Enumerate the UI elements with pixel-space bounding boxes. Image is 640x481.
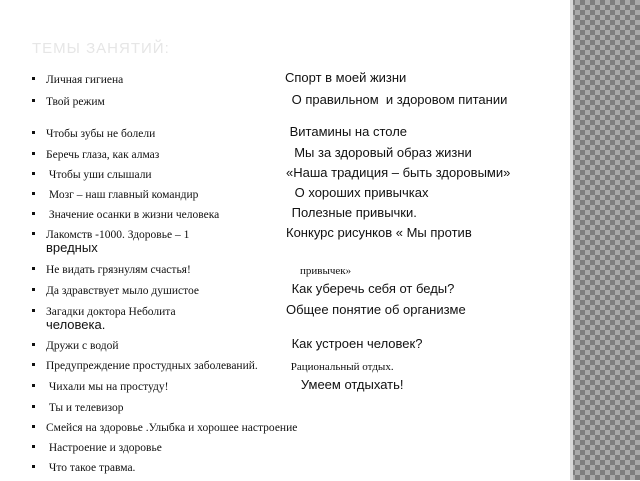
list-item xyxy=(0,377,570,400)
topic-left: Чтобы уши слышали xyxy=(46,169,152,181)
bullet-icon xyxy=(32,363,35,366)
list-item xyxy=(0,461,570,481)
bullet-icon xyxy=(32,405,35,408)
topic-right: «Наша традиция – быть здоровыми» xyxy=(286,165,511,180)
topic-left: Ты и телевизор xyxy=(46,402,124,414)
list-item xyxy=(0,92,570,115)
bullet-icon xyxy=(32,384,35,387)
topic-left: Беречь глаза, как алмаз xyxy=(46,149,160,161)
topic-left: Не видать грязнулям счастья! xyxy=(46,264,191,276)
bullet-icon xyxy=(32,267,35,270)
topic-left: Личная гигиена xyxy=(46,74,124,86)
bullet-icon xyxy=(32,172,35,175)
list-item xyxy=(0,124,570,147)
topic-right: Полезные привычки. xyxy=(288,205,417,220)
topic-left: Смейся на здоровье .Улыбка и хорошее настроение xyxy=(46,422,298,434)
list-item xyxy=(0,441,570,461)
topic-left: Дружи с водой xyxy=(46,340,119,352)
bullet-icon xyxy=(32,77,35,80)
topic-left: Загадки доктора Неболита xyxy=(46,306,176,318)
topic-left: Значение осанки в жизни человека xyxy=(46,209,220,221)
list-item xyxy=(0,205,570,228)
bullet-icon xyxy=(32,212,35,215)
list-item xyxy=(0,336,570,359)
list-item xyxy=(0,165,570,188)
topic-right: Как устроен человек? xyxy=(288,336,423,351)
bullet-icon xyxy=(32,465,35,468)
topic-right: Рациональный отдых. xyxy=(288,361,394,373)
topic-right: Как уберечь себя от беды? xyxy=(288,281,455,296)
bullet-icon xyxy=(32,445,35,448)
bullet-icon xyxy=(32,343,35,346)
topic-right: Конкурс рисунков « Мы против xyxy=(286,225,472,240)
topic-left: Предупреждение простудных заболеваний. xyxy=(46,360,258,372)
topic-left: Чихали мы на простуду! xyxy=(46,381,169,393)
topic-continuation: человека. xyxy=(46,317,106,332)
topic-right: О хороших привычках xyxy=(291,185,429,200)
topic-left: Да здравствует мыло душистое xyxy=(46,285,199,297)
topic-right: привычек» xyxy=(300,265,352,277)
list-item xyxy=(0,185,570,208)
bullet-icon xyxy=(32,192,35,195)
bullet-icon xyxy=(32,309,35,312)
topic-right: Мы за здоровый образ жизни xyxy=(287,145,472,160)
bullet-icon xyxy=(32,152,35,155)
bullet-icon xyxy=(32,288,35,291)
topic-left: Чтобы зубы не болели xyxy=(46,128,156,140)
bullet-icon xyxy=(32,425,35,428)
decorative-side-pattern xyxy=(570,0,640,480)
topic-continuation: вредных xyxy=(46,240,98,255)
list-item xyxy=(0,421,570,441)
topic-left: Лакомств -1000. Здоровье – 1 xyxy=(46,229,190,241)
topic-right: Умеем отдыхать! xyxy=(290,377,404,392)
topic-right: Спорт в моей жизни xyxy=(285,70,407,85)
topic-right: Витамины на столе xyxy=(286,124,408,139)
topic-right: Общее понятие об организме xyxy=(286,302,466,317)
bullet-icon xyxy=(32,232,35,235)
topic-left: Мозг – наш главный командир xyxy=(46,189,199,201)
list-item xyxy=(0,263,570,283)
slide-title: ТЕМЫ ЗАНЯТИЙ: xyxy=(32,40,170,57)
topic-right: О правильном и здоровом питании xyxy=(288,92,508,107)
topic-left: Что такое травма. xyxy=(46,462,136,474)
list-item xyxy=(0,401,570,421)
bullet-icon xyxy=(32,99,35,102)
bullet-icon xyxy=(32,131,35,134)
list-item xyxy=(0,359,570,379)
list-item xyxy=(0,70,570,93)
list-item xyxy=(0,281,570,304)
topic-left: Твой режим xyxy=(46,96,105,108)
topic-left: Настроение и здоровье xyxy=(46,442,162,454)
